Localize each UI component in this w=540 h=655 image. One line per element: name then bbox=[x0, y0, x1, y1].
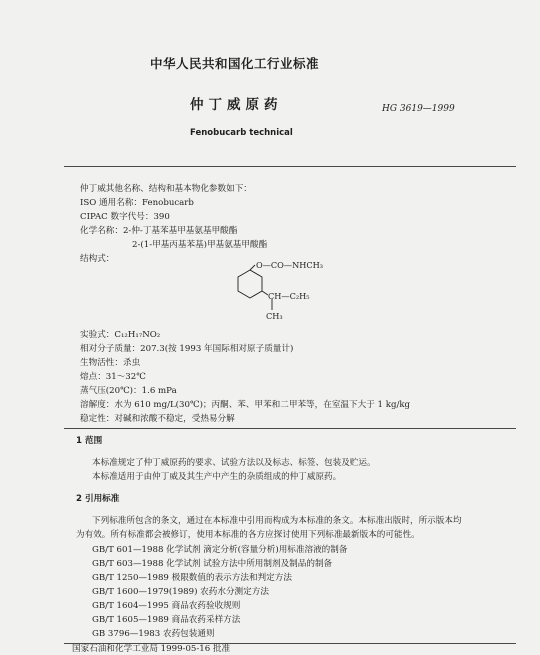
chemical-name-2: 2-(1-甲基丙基苯基)甲基氨基甲酸酯 bbox=[132, 240, 268, 250]
section-2-para-line-2: 为有效。所有标准都会被修订，使用本标准的各方应探讨使用下列标准最新版本的可能性。 bbox=[76, 530, 420, 540]
document-title: 仲丁威原药 bbox=[190, 97, 283, 113]
methyl-group: CH₃ bbox=[266, 311, 283, 321]
standard-number: HG 3619—1999 bbox=[382, 104, 455, 114]
reference-item: GB/T 603—1988 化学试剂 试验方法中所用制剂及制品的制备 bbox=[92, 559, 333, 569]
carbamate-group: O—CO—NHCH₃ bbox=[256, 262, 324, 270]
section-2-heading: 2 引用标准 bbox=[76, 494, 120, 504]
molecular-mass: 相对分子质量：207.3(按 1993 年国际相对原子质量计) bbox=[80, 344, 294, 354]
standard-header: 中华人民共和国化工行业标准 bbox=[150, 56, 320, 71]
cipac-code: CIPAC 数字代号：390 bbox=[80, 212, 170, 222]
approval-footer: 国家石油和化学工业局 1999-05-16 批准 bbox=[72, 644, 231, 654]
sec-butyl-group: CH—C₂H₅ bbox=[268, 291, 310, 301]
top-rule bbox=[64, 166, 516, 167]
structure-label: 结构式： bbox=[80, 254, 115, 264]
reference-item: GB/T 1604—1995 商品农药验收规则 bbox=[92, 601, 241, 611]
benzene-ring bbox=[238, 270, 262, 298]
reference-item: GB/T 1605—1989 商品农药采样方法 bbox=[92, 615, 241, 625]
reference-item: GB 3796—1983 农药包装通则 bbox=[92, 629, 215, 639]
section-1-para-1: 本标准规定了仲丁威原药的要求、试验方法以及标志、标签、包装及贮运。 bbox=[92, 458, 376, 468]
reference-item: GB/T 1250—1989 极限数值的表示方法和判定方法 bbox=[92, 573, 292, 583]
solubility: 溶解度：水为 610 mg/L(30℃)；丙酮、苯、甲苯和二甲苯等，在室温下大于 1 kg/kg bbox=[80, 400, 411, 410]
section-1-heading: 1 范围 bbox=[76, 436, 103, 446]
iso-name: ISO 通用名称：Fenobucarb bbox=[80, 198, 194, 208]
section-2-para-line-1: 下列标准所包含的条文，通过在本标准中引用而构成为本标准的条文。本标准出版时，所示版本均 bbox=[92, 516, 462, 526]
structural-formula bbox=[228, 262, 368, 328]
section-1-para-2: 本标准适用于由仲丁威及其生产中产生的杂质组成的仲丁威原药。 bbox=[92, 472, 342, 482]
intro-text: 仲丁威其他名称、结构和基本物化参数如下： bbox=[80, 184, 252, 194]
reference-item: GB/T 601—1988 化学试剂 滴定分析(容量分析)用标准溶液的制备 bbox=[92, 545, 348, 555]
stability: 稳定性：对碱和浓酸不稳定，受热易分解 bbox=[80, 414, 235, 424]
empirical-formula: 实验式：C₁₂H₁₇NO₂ bbox=[80, 330, 161, 340]
biological-activity: 生物活性：杀虫 bbox=[80, 358, 141, 368]
melting-point: 熔点：31～32℃ bbox=[80, 372, 146, 382]
reference-item: GB/T 1600—1979(1989) 农药水分测定方法 bbox=[92, 587, 269, 597]
section-rule bbox=[64, 428, 516, 429]
bond-line bbox=[250, 265, 255, 270]
chemical-name-1: 化学名称：2-仲-丁基苯基甲基氨基甲酸酯 bbox=[80, 226, 238, 236]
english-title: Fenobucarb technical bbox=[190, 128, 293, 138]
vapor-pressure: 蒸气压(20℃)：1.6 mPa bbox=[80, 386, 177, 396]
